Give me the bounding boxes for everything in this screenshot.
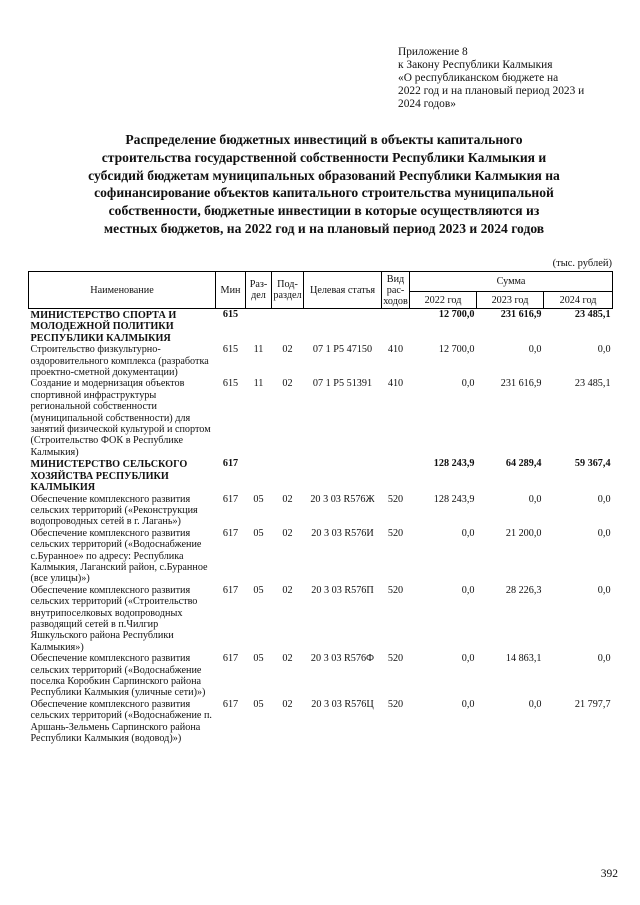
table-row xyxy=(29,699,613,745)
row-vid xyxy=(382,458,410,493)
table-body xyxy=(29,309,613,745)
table-row xyxy=(29,309,613,345)
row-target: 20 3 03 R576Ж xyxy=(310,493,375,505)
table-row xyxy=(29,494,613,528)
row-target xyxy=(304,458,382,493)
row-razdel: 05 xyxy=(253,698,264,710)
table-row xyxy=(29,458,613,493)
row-2024: 0,0 xyxy=(597,584,611,596)
row-vid: 410 xyxy=(387,344,404,356)
row-target: 20 3 03 R576П xyxy=(311,584,374,596)
header-2023: 2023 год xyxy=(477,292,544,309)
row-min: 617 xyxy=(222,527,239,539)
row-min: 617 xyxy=(222,458,239,470)
row-2023: 64 289,4 xyxy=(505,458,542,470)
row-2022: 0,0 xyxy=(461,698,475,710)
row-vid: 520 xyxy=(387,653,404,665)
table-row xyxy=(29,344,613,378)
row-name: Обеспечение комплексного развития сельских территорий («Водоснабжение поселка Коробкин Сарпинского района Республики Калмыкия (уличные сети)») xyxy=(30,653,206,699)
row-2024: 23 485,1 xyxy=(574,309,611,320)
row-name: МИНИСТЕРСТВО СЕЛЬСКОГО ХОЗЯЙСТВА РЕСПУБЛИКИ КАЛМЫКИЯ xyxy=(30,459,188,494)
annex-line: «О республиканском бюджете на xyxy=(398,72,559,84)
row-2022: 128 243,9 xyxy=(433,493,475,505)
row-2023: 231 616,9 xyxy=(500,309,542,320)
row-name: Строительство физкультурно-оздоровительного комплекса (разработка проектно-сметной документации) xyxy=(30,344,209,379)
row-2023: 14 863,1 xyxy=(505,653,542,665)
row-2023: 0,0 xyxy=(528,698,542,710)
header-target: Целевая статья xyxy=(304,272,382,309)
header-2022: 2022 год xyxy=(410,292,477,309)
row-name: МИНИСТЕРСТВО СПОРТА И МОЛОДЕЖНОЙ ПОЛИТИКИ РЕСПУБЛИКИ КАЛМЫКИЯ xyxy=(30,310,177,344)
table-row xyxy=(29,653,613,699)
row-target: 20 3 03 R576Ф xyxy=(310,653,375,665)
row-razdel xyxy=(246,458,272,493)
row-2022: 0,0 xyxy=(461,584,475,596)
table-row xyxy=(29,585,613,653)
row-2023: 0,0 xyxy=(528,344,542,356)
header-2024: 2024 год xyxy=(544,292,613,309)
row-razdel: 05 xyxy=(253,493,264,505)
row-2022: 0,0 xyxy=(461,378,475,390)
row-2022: 0,0 xyxy=(461,527,475,539)
row-2023: 28 226,3 xyxy=(505,584,542,596)
row-podrazdel: 02 xyxy=(282,653,293,665)
table-row xyxy=(29,528,613,585)
row-2023: 21 200,0 xyxy=(505,527,542,539)
row-target: 20 3 03 R576И xyxy=(311,527,374,539)
row-podrazdel: 02 xyxy=(282,493,293,505)
row-2024: 0,0 xyxy=(597,344,611,356)
row-podrazdel: 02 xyxy=(282,344,293,356)
row-razdel: 05 xyxy=(253,584,264,596)
row-razdel: 05 xyxy=(253,653,264,665)
row-min: 615 xyxy=(222,309,239,320)
header-name: Наименование xyxy=(29,272,216,309)
row-podrazdel: 02 xyxy=(282,584,293,596)
annex-header xyxy=(398,46,623,111)
row-target: 07 1 P5 47150 xyxy=(312,344,373,356)
row-2024: 0,0 xyxy=(597,653,611,665)
row-2024: 59 367,4 xyxy=(574,458,611,470)
row-2022: 0,0 xyxy=(461,653,475,665)
row-min: 617 xyxy=(222,653,239,665)
row-2022: 12 700,0 xyxy=(438,344,475,356)
table-row xyxy=(29,378,613,458)
row-2023: 231 616,9 xyxy=(500,378,542,390)
row-2024: 0,0 xyxy=(597,527,611,539)
row-name: Обеспечение комплексного развития сельских территорий («Водоснабжение п. Аршань-Зельмень Сарпинского района Республики Калмыкия (водовод)») xyxy=(30,698,212,745)
row-target xyxy=(304,309,382,345)
row-vid: 520 xyxy=(387,698,404,710)
row-razdel: 05 xyxy=(253,527,264,539)
row-min: 615 xyxy=(222,378,239,390)
row-target: 07 1 P5 51391 xyxy=(312,378,373,390)
row-2024: 23 485,1 xyxy=(574,378,611,390)
title-line: субсидий бюджетам муниципальных образований Республики Калмыкия на xyxy=(88,167,560,183)
annex-line: 2024 годов» xyxy=(398,98,456,110)
row-name: Обеспечение комплексного развития сельских территорий («Реконструкция водопроводных сетей в г. Лагань») xyxy=(30,493,198,528)
header-vid: Вид рас-ходов xyxy=(383,273,408,307)
header-podrazdel: Под-раздел xyxy=(272,272,304,309)
row-podrazdel: 02 xyxy=(282,527,293,539)
row-2024: 0,0 xyxy=(597,493,611,505)
row-podrazdel: 02 xyxy=(282,698,293,710)
title-line: софинансирование объектов капитального строительства муниципальной xyxy=(94,185,554,201)
header-sum: Сумма xyxy=(410,272,613,292)
header-razdel: Раз-дел xyxy=(246,272,272,309)
title-line: Распределение бюджетных инвестиций в объекты капитального xyxy=(125,132,523,147)
row-min: 615 xyxy=(222,344,239,356)
title-line: строительства государственной собственности Республики Калмыкия и xyxy=(101,149,547,165)
row-min: 617 xyxy=(222,584,239,596)
annex-line: к Закону Республики Калмыкия xyxy=(398,59,553,71)
row-name: Обеспечение комплексного развития сельских территорий («Водоснабжение с.Буранное» по адресу: Республика Калмыкия, Лаганский район, с.Буранное (все улицы)») xyxy=(30,527,208,585)
title-line: местных бюджетов, на 2022 год и на плановый период 2023 и 2024 годов xyxy=(103,220,545,236)
row-podrazdel xyxy=(272,458,304,493)
row-name: Создание и модернизация объектов спортивной инфраструктуры региональной собственности (муниципальной собственности) для занятий физической культурой и спортом (Строительство ФОК в Республике Калмыкия) xyxy=(30,378,211,458)
row-vid: 520 xyxy=(387,493,404,505)
row-razdel xyxy=(246,309,272,345)
row-podrazdel: 02 xyxy=(282,378,293,390)
document-title xyxy=(28,131,620,238)
row-target: 20 3 03 R576Ц xyxy=(311,698,374,710)
page-number: 392 xyxy=(600,868,618,880)
budget-table xyxy=(28,271,613,744)
row-vid: 520 xyxy=(387,584,404,596)
annex-line: Приложение 8 xyxy=(398,46,468,58)
title-line: собственности, бюджетные инвестиции в которые осуществляются из xyxy=(108,203,540,219)
row-vid: 410 xyxy=(387,378,404,390)
units-label: (тыс. рублей) xyxy=(552,258,612,269)
row-2023: 0,0 xyxy=(528,493,542,505)
row-2022: 128 243,9 xyxy=(433,458,475,470)
header-min: Мин xyxy=(216,272,246,309)
row-vid xyxy=(382,309,410,345)
annex-line: 2022 год и на плановый период 2023 и xyxy=(398,85,585,97)
row-vid: 520 xyxy=(387,527,404,539)
row-2022: 12 700,0 xyxy=(438,309,475,320)
row-min: 617 xyxy=(222,698,239,710)
row-podrazdel xyxy=(272,309,304,345)
row-2024: 21 797,7 xyxy=(574,698,611,710)
row-razdel: 11 xyxy=(253,344,264,356)
row-razdel: 11 xyxy=(253,378,264,390)
row-name: Обеспечение комплексного развития сельских территорий («Строительство внутрипоселковых водопроводных разводящий сетей в п.Чилгир Яшкульского района Республики Калмыкия») xyxy=(30,584,198,653)
row-min: 617 xyxy=(222,493,239,505)
